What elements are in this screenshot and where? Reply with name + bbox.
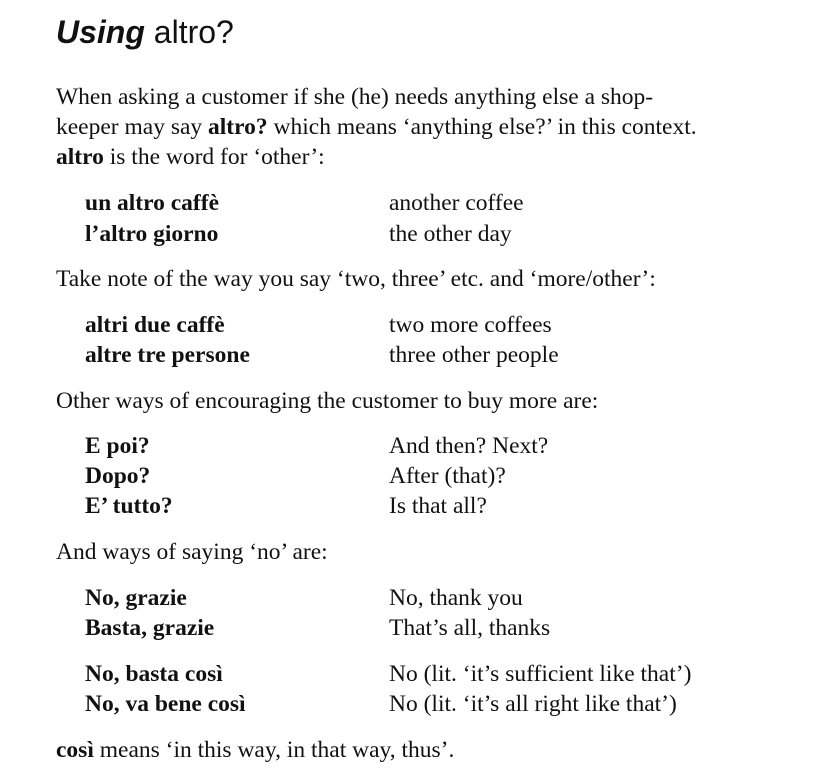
- closing-paragraph: [56, 735, 454, 765]
- english-translation: three other people: [389, 342, 559, 368]
- closing-text: means ‘in this way, in that way, thus’.: [93, 737, 455, 763]
- english-translation: Is that all?: [389, 493, 487, 519]
- english-translation: No (lit. ‘it’s all right like that’): [389, 691, 677, 717]
- intro-text: which means ‘anything else?’ in this context.: [267, 114, 697, 140]
- heading-emphasis: Using: [56, 14, 145, 50]
- italian-phrase: E’ tutto?: [85, 493, 173, 519]
- intro-keyword: altro: [56, 144, 104, 170]
- english-translation: two more coffees: [389, 312, 552, 338]
- intro-line-1: When asking a customer if she (he) needs anything else a shop-: [56, 84, 654, 110]
- italian-phrase: No, grazie: [85, 585, 187, 611]
- intro-text: keeper may say: [56, 114, 209, 140]
- italian-phrase: No, va bene così: [85, 691, 246, 717]
- note-paragraph: Take note of the way you say ‘two, three’ etc. and ‘more/other’:: [56, 266, 656, 292]
- italian-phrase: No, basta così: [85, 661, 223, 687]
- intro-line-3: [56, 142, 325, 172]
- italian-phrase: altre tre persone: [85, 342, 250, 368]
- intro-text: is the word for ‘other’:: [103, 144, 325, 170]
- italian-phrase: altri due caffè: [85, 312, 225, 338]
- english-translation: And then? Next?: [389, 433, 549, 459]
- closing-keyword: così: [56, 737, 94, 763]
- english-translation: That’s all, thanks: [389, 615, 551, 641]
- note-paragraph: And ways of saying ‘no’ are:: [56, 539, 328, 565]
- english-translation: another coffee: [389, 190, 524, 216]
- intro-keyword: altro?: [208, 114, 268, 140]
- english-translation: No (lit. ‘it’s sufficient like that’): [389, 661, 692, 687]
- italian-phrase: Basta, grazie: [85, 615, 215, 641]
- intro-line-2: [56, 112, 697, 142]
- italian-phrase: E poi?: [85, 433, 150, 459]
- heading-rest: altro?: [144, 14, 234, 50]
- italian-phrase: Dopo?: [85, 463, 151, 489]
- english-translation: After (that)?: [389, 463, 506, 489]
- section-heading: [56, 12, 234, 52]
- english-translation: No, thank you: [389, 585, 523, 611]
- note-paragraph: Other ways of encouraging the customer to buy more are:: [56, 388, 599, 414]
- italian-phrase: un altro caffè: [85, 190, 220, 216]
- italian-phrase: l’altro giorno: [85, 221, 219, 247]
- english-translation: the other day: [389, 221, 512, 247]
